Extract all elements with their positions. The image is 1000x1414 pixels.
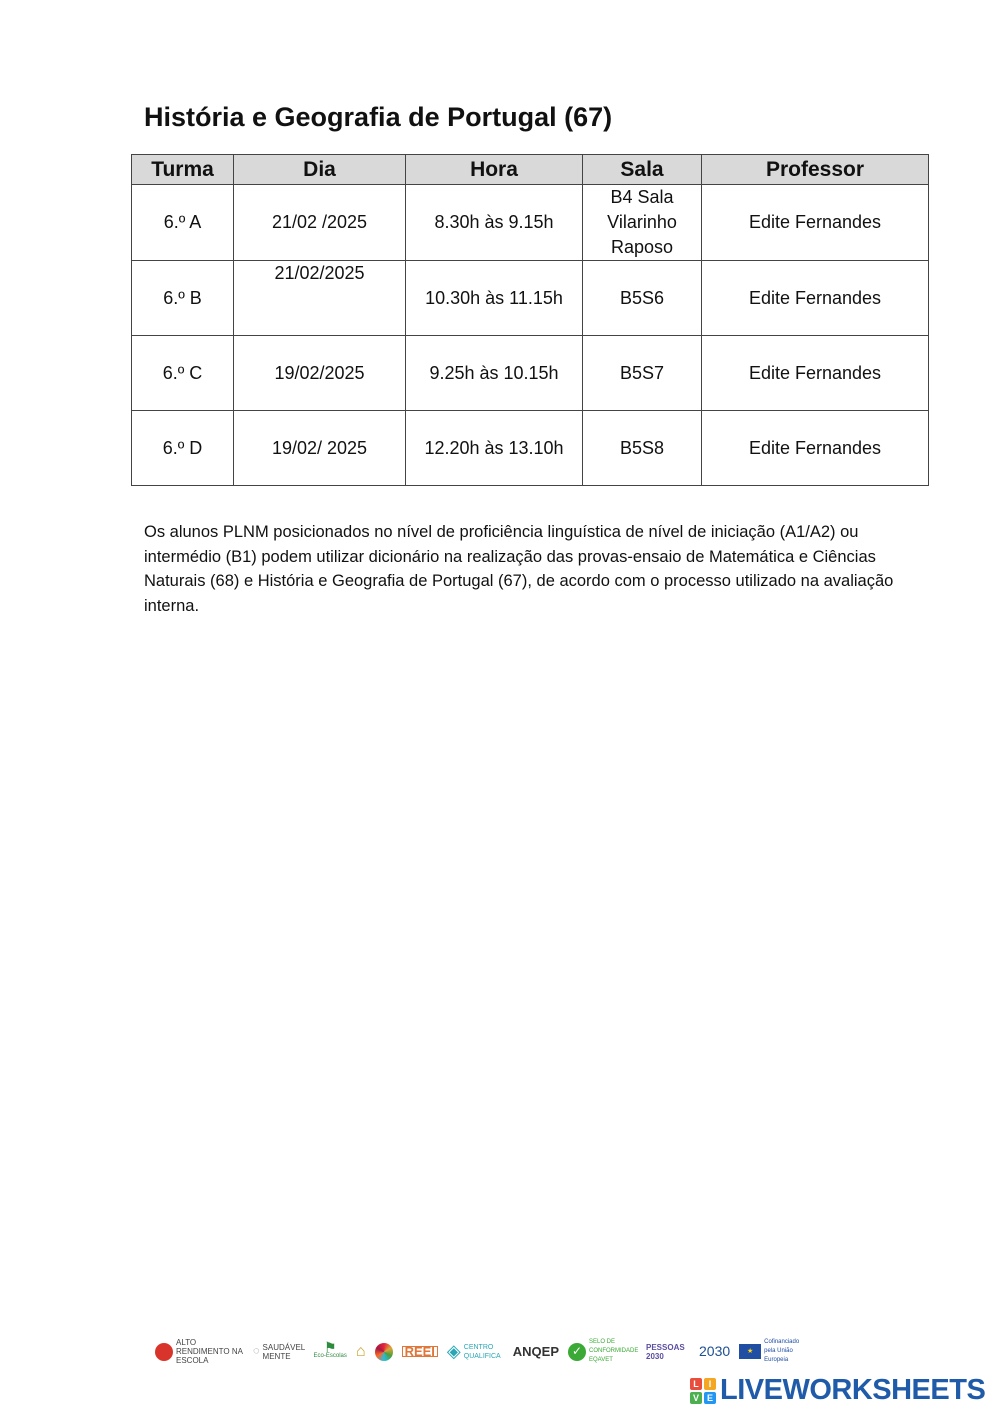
cell-professor: Edite Fernandes [702, 261, 929, 336]
cell-hora: 12.20h às 13.10h [406, 411, 583, 486]
qualifica-icon: ◈ [446, 1341, 461, 1361]
cell-hora: 9.25h às 10.15h [406, 336, 583, 411]
schedule-table [131, 154, 929, 486]
table-header-row [132, 155, 929, 185]
logo-sdg [375, 1343, 393, 1361]
pessoas-icon: PESSOAS 2030 [646, 1342, 685, 1361]
table-row [132, 411, 929, 486]
column-header-hora: Hora [406, 155, 583, 185]
cell-dia: 19/02/ 2025 [234, 411, 406, 486]
cell-professor: Edite Fernandes [702, 411, 929, 486]
table-row [132, 336, 929, 411]
logo-qualifica: ◈ CENTRO QUALIFICA [446, 1341, 501, 1361]
sala-line: Vilarinho [607, 212, 677, 232]
cell-sala: B5S8 [583, 411, 702, 486]
anqep-icon: ANQEP [512, 1344, 559, 1359]
logo-eu: ★ Cofinanciado pela União Europeia [739, 1338, 812, 1365]
health-icon: ◌ [253, 1345, 260, 1357]
cell-dia: 21/02 /2025 [234, 185, 406, 261]
table-row [132, 185, 929, 261]
liveworksheets-brand [690, 1374, 985, 1407]
logo-eco-escolas: ⚑ Eco-Escolas [313, 1338, 347, 1359]
logo-portugal-2030 [699, 1343, 731, 1359]
partner-logos-strip [155, 1338, 812, 1365]
cell-turma: 6.º B [132, 261, 234, 336]
logo-school [355, 1343, 366, 1360]
sala-line: Raposo [610, 237, 674, 257]
logo-pessoas [646, 1343, 690, 1361]
eco-flag-icon: ⚑ [323, 1338, 337, 1355]
award-icon [155, 1343, 173, 1361]
cell-turma: 6.º C [132, 336, 234, 411]
cell-professor: Edite Fernandes [702, 185, 929, 261]
liveworksheets-wordmark: LIVEWORKSHEETS [720, 1374, 986, 1406]
reei-icon: REEI [402, 1346, 438, 1357]
cell-turma: 6.º D [132, 411, 234, 486]
logo-eqavet: ✓ SELO DE CONFORMIDADE EQAVET [568, 1338, 637, 1365]
school-building-icon: ⌂ [355, 1343, 366, 1360]
cell-turma: 6.º A [132, 185, 234, 261]
cell-hora: 10.30h às 11.15h [406, 261, 583, 336]
liveworksheets-icon: L I V E [690, 1378, 716, 1404]
logo-anqep [512, 1344, 559, 1359]
column-header-turma: Turma [132, 155, 234, 185]
column-header-professor: Professor [702, 155, 929, 185]
cell-dia: 21/02/2025 [234, 261, 406, 336]
pLNM-note-paragraph: Os alunos PLNM posicionados no nível de proficiência linguística de nível de iniciação (A1/A2) ou intermédio (B1) podem utilizar dicionário na realização das provas-ensaio de Matemática e Ciências Naturais (68) e História e Geografia de Portugal (67), de acordo com o processo utilizado na avaliação interna. [144, 523, 894, 615]
cell-hora: 8.30h às 9.15h [406, 185, 583, 261]
cell-sala [583, 185, 702, 261]
table-row [132, 261, 929, 336]
sdg-wheel-icon [375, 1343, 393, 1361]
cell-sala: B5S7 [583, 336, 702, 411]
column-header-dia: Dia [234, 155, 406, 185]
logo-saudavel-mente: ◌ SAUDÁVEL MENTE [253, 1342, 305, 1361]
column-header-sala: Sala [583, 155, 702, 185]
page-title: História e Geografia de Portugal (67) [144, 102, 613, 132]
portugal-2030-icon: 2030 [699, 1343, 731, 1359]
logo-alto-rendimento: ALTO RENDIMENTO NA ESCOLA [155, 1338, 244, 1365]
sala-line: B4 Sala [610, 187, 674, 207]
eqavet-check-icon: ✓ [568, 1343, 586, 1361]
logo-reei [402, 1346, 438, 1357]
eu-flag-icon: ★ [739, 1344, 761, 1359]
cell-professor: Edite Fernandes [702, 336, 929, 411]
cell-sala: B5S6 [583, 261, 702, 336]
cell-dia: 19/02/2025 [234, 336, 406, 411]
